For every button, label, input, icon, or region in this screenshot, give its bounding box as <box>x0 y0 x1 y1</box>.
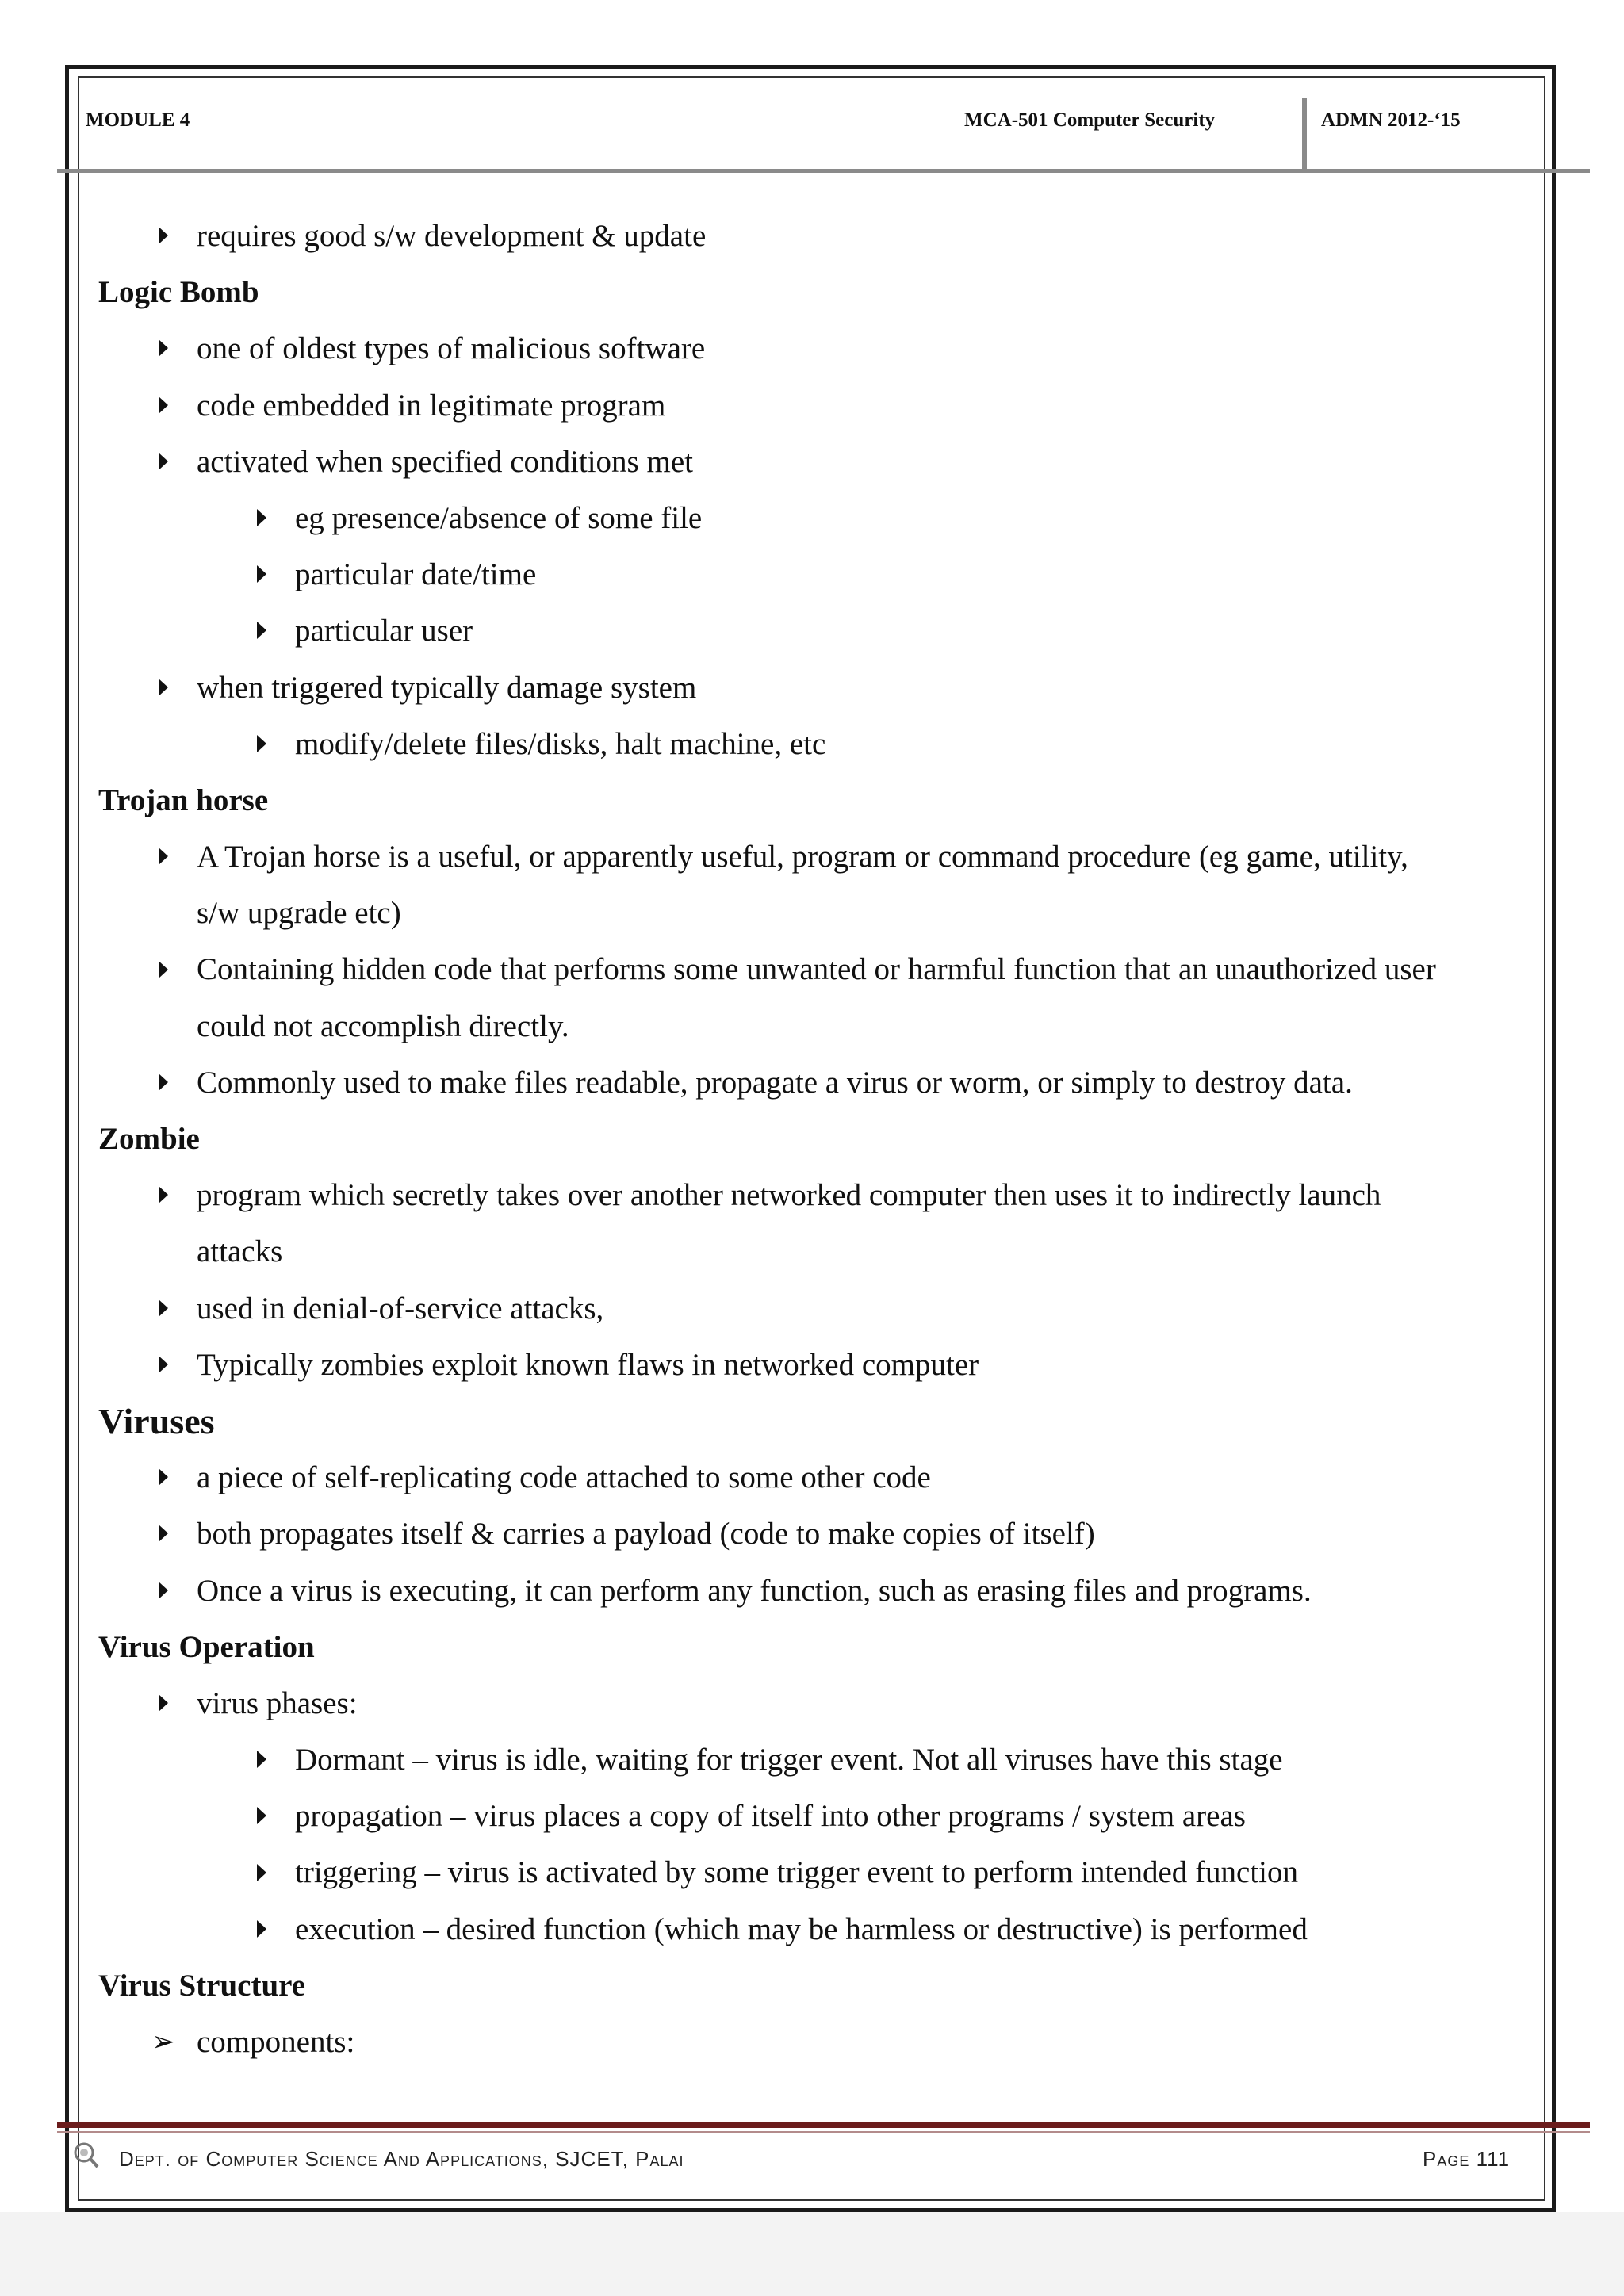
section-heading: Logic Bomb <box>98 275 259 310</box>
triangle-bullet-icon <box>147 941 179 997</box>
sub-bullet-item: modify/delete files/disks, halt machine, etc <box>98 716 1518 772</box>
triangle-bullet-icon <box>246 716 278 772</box>
footer-rule-thin <box>57 2131 1590 2133</box>
triangle-bullet-icon <box>246 1788 278 1844</box>
bullet-item: virus phases: <box>98 1675 1518 1732</box>
section-heading: Trojan horse <box>98 783 269 817</box>
triangle-bullet-icon <box>147 1167 179 1223</box>
section-heading: Virus Operation <box>98 1629 315 1664</box>
triangle-bullet-icon <box>147 1449 179 1506</box>
header-rule <box>57 169 1590 173</box>
section-heading: Viruses <box>98 1400 215 1441</box>
footer-department: Dept. of Computer Science And Applications, SJCET, Palai <box>119 2147 684 2171</box>
college-logo-icon <box>71 2141 100 2169</box>
triangle-bullet-icon <box>246 603 278 659</box>
sub-bullet-item: eg presence/absence of some file <box>98 490 1518 546</box>
triangle-bullet-icon <box>147 1506 179 1562</box>
sub-bullet-item: triggering – virus is activated by some trigger event to perform intended function <box>98 1844 1518 1900</box>
bullet-continuation: could not accomplish directly. <box>197 1008 569 1043</box>
sub-bullet-item: propagation – virus places a copy of itself into other programs / system areas <box>98 1788 1518 1844</box>
section-heading: Virus Structure <box>98 1968 306 2003</box>
triangle-bullet-icon <box>246 1732 278 1788</box>
triangle-bullet-icon <box>147 208 179 264</box>
bullet-item: a piece of self-replicating code attached to some other code <box>98 1449 1518 1506</box>
triangle-bullet-icon <box>246 546 278 603</box>
header-divider <box>1302 98 1307 170</box>
sub-bullet-item: particular user <box>98 603 1518 659</box>
header-course: MCA-501 Computer Security <box>964 109 1216 131</box>
triangle-bullet-icon <box>246 1844 278 1900</box>
bullet-item: code embedded in legitimate program <box>98 377 1518 434</box>
triangle-bullet-icon <box>147 377 179 434</box>
section-heading: Zombie <box>98 1122 200 1156</box>
bullet-item: Commonly used to make files readable, propagate a virus or worm, or simply to destroy data. <box>98 1054 1518 1111</box>
bullet-item: both propagates itself & carries a payload (code to make copies of itself) <box>98 1506 1518 1562</box>
sub-bullet-item: execution – desired function (which may be harmless or destructive) is performed <box>98 1901 1518 1957</box>
triangle-bullet-icon <box>147 434 179 490</box>
bullet-item: one of oldest types of malicious software <box>98 320 1518 377</box>
bullet-continuation: s/w upgrade etc) <box>197 896 401 931</box>
footer-rule <box>57 2122 1590 2128</box>
bullet-item: program which secretly takes over another networked computer then uses it to indirectly launch <box>98 1167 1518 1223</box>
sub-bullet-item: Dormant – virus is idle, waiting for trigger event. Not all viruses have this stage <box>98 1732 1518 1788</box>
triangle-bullet-icon <box>147 828 179 885</box>
arrow-bullet-icon: ➢ <box>151 2026 176 2057</box>
triangle-bullet-icon <box>147 1337 179 1393</box>
page-bottom-margin <box>0 2212 1624 2296</box>
triangle-bullet-icon <box>246 1901 278 1957</box>
triangle-bullet-icon <box>147 320 179 377</box>
sub-bullet-item: particular date/time <box>98 546 1518 603</box>
bullet-item: ➢ components: <box>98 2014 1518 2070</box>
bullet-item: A Trojan horse is a useful, or apparently useful, program or command procedure (eg game, utility, <box>98 828 1518 885</box>
triangle-bullet-icon <box>246 490 278 546</box>
bullet-item: Once a virus is executing, it can perform any function, such as erasing files and programs. <box>98 1563 1518 1619</box>
triangle-bullet-icon <box>147 1563 179 1619</box>
footer-page-number: Page 111 <box>1423 2147 1511 2171</box>
bullet-item: activated when specified conditions met <box>98 434 1518 490</box>
triangle-bullet-icon <box>147 660 179 716</box>
bullet-continuation: attacks <box>197 1234 283 1269</box>
bullet-item: Containing hidden code that performs some unwanted or harmful function that an unauthorized user <box>98 941 1518 997</box>
header-admission: ADMN 2012-‘15 <box>1321 109 1461 131</box>
triangle-bullet-icon <box>147 1054 179 1111</box>
triangle-bullet-icon <box>147 1280 179 1337</box>
bullet-item: requires good s/w development & update <box>98 208 1518 264</box>
bullet-item: Typically zombies exploit known flaws in networked computer <box>98 1337 1518 1393</box>
page-content <box>98 208 1518 2070</box>
bullet-item: when triggered typically damage system <box>98 660 1518 716</box>
bullet-item: used in denial-of-service attacks, <box>98 1280 1518 1337</box>
header-module: MODULE 4 <box>86 109 190 131</box>
triangle-bullet-icon <box>147 1675 179 1732</box>
